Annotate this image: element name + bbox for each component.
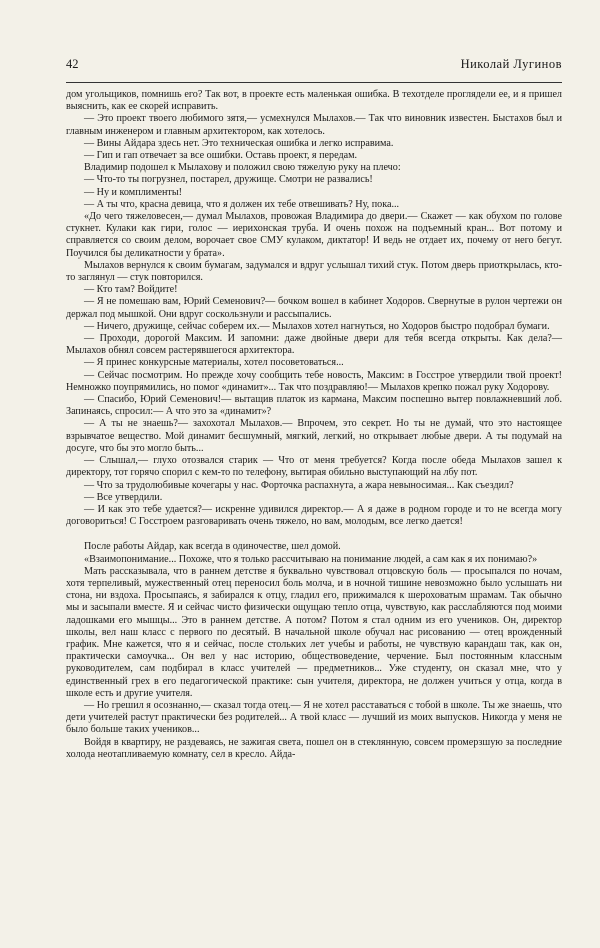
paragraph: — Я принес конкурсные материалы, хотел посоветоваться... [84, 357, 344, 369]
paragraph: — Ничего, дружище, сейчас соберем их.— Мылахов хотел нагнуться, но Ходоров быстро подобрал бумаги. [84, 320, 550, 332]
paragraph: — Кто там? Войдите! [84, 284, 178, 296]
paragraph: дом угольщиков, помнишь его? Так вот, в проекте есть маленькая ошибка. В техотделе проглядели ее, и я пришел выяснить, как ее скорей исправить. [66, 89, 562, 113]
paragraph: — Все утвердили. [84, 491, 163, 503]
paragraph: — Это проект твоего любимого зятя,— усмехнулся Мылахов.— Так что виновник известен. Быстахов был и главным инженером и главным архитектором, как хотелось. [66, 113, 562, 137]
paragraph: — Что-то ты погрузнел, постарел, дружище. Смотри не развались! [84, 174, 373, 186]
paragraph: — Проходи, дорогой Максим. И запомни: даже двойные двери для тебя всегда открыты. Как дела?— Мылахов обнял совсем растерявшегося архитектора. [66, 333, 562, 357]
section-aidar-walk [66, 541, 562, 761]
paragraph: Мать рассказывала, что в раннем детстве я буквально чувствовал отцовскую боль — просыпался по ночам, хотя терпеливый, мужественный отец переносил боль молча, и в ночной тишине невозможно было услышать ни стона, ни вздоха. Просыпаясь, я забирался к отцу, гладил его, прижимался к шероховатым шрамам. Так обычно мы и засыпали вместе. Я и сейчас чисто физически ощущаю тепло отца, чувствую, как расслабляются под моими ладошками его мышцы... Это в раннем детстве. А потом? Потом я стал одним из его учеников. Он, директор школы, вел наш класс с первого по десятый. В начальной школе обучал нас рисованию — отец врожденный график. Мне кажется, что я и сейчас, после стольких лет учебы и работы, не чувствую карандаш так, как он, практически самоучка... Он вел у нас историю, обществоведение, черчение. Был постоянным классным руководителем, сам подбирал в класс учителей — предметников... Уже студенту, он сказал мне, что у единственный грех в его педагогической практике: сын учителя, директора, не должен учиться у отца, когда в школе есть и другие учителя. [66, 565, 562, 699]
paragraph: После работы Айдар, как всегда в одиночестве, шел домой. [84, 541, 341, 553]
paragraph: — Ну и комплименты! [84, 186, 183, 198]
page-header [66, 47, 562, 69]
section-break [66, 528, 562, 541]
paragraph: «Взаимопонимание... Похоже, что я только рассчитываю на понимание людей, а сам как я их понимаю?» [84, 553, 538, 565]
paragraph: — Вины Айдара здесь нет. Это техническая ошибка и легко исправима. [84, 137, 394, 149]
paragraph: — И как это тебе удается?— искренне удивился директор.— А я даже в родном городе и то не всегда могу договориться! С Госстроем разговаривать очень тяжело, но вам, молодым, все легко дается! [66, 503, 562, 528]
paragraph: Войдя в квартиру, не раздеваясь, не зажигая света, пошел он в стеклянную, совсем промерзшую за последние холода неотапливаемую комнату, сел в кресло. Айда- [66, 736, 562, 760]
paragraph: — Слышал,— глухо отозвался старик — Что от меня требуется? Когда после обеда Мылахов зашел к директору, тот горячо спорил с кем-то по телефону, вытирая обильно выступающий на лбу пот. [66, 455, 562, 479]
paragraph: — Но грешил я осознанно,— сказал тогда отец.— Я не хотел расставаться с тобой в школе. Ты же знаешь, что дети учителей растут практически без родителей... А твой класс — лучший из моих выпусков. Никогда у меня не было больше таких учеников... [66, 699, 562, 736]
paragraph: — Я не помешаю вам, Юрий Семенович?— бочком вошел в кабинет Ходоров. Свернутые в рулон чертежи он держал под мышкой. Они вдруг соскользнули и рассыпались. [66, 296, 562, 320]
paragraph: — А ты не знаешь?— захохотал Мылахов.— Впрочем, это секрет. Но ты не думай, что это настоящее взрывчатое вещество. Мой динамит бесшумный, мягкий, легкий, но открывает любые двери. А ты подумай на досуге, что бы это могло быть... [66, 418, 562, 454]
paragraph: — Спасибо, Юрий Семенович!— вытащив платок из кармана, Максим поспешно вытер повлажневший лоб. Запинаясь, спросил:— А что это за «динамит»? [66, 394, 562, 418]
paragraph: Владимир подошел к Мылахову и положил свою тяжелую руку на плечо: [84, 162, 401, 174]
paragraph: — Что за трудолюбивые кочегары у нас. Форточка распахнута, а жара невыносимая... Как съездил? [84, 479, 514, 491]
paragraph: — Сейчас посмотрим. Но прежде хочу сообщить тебе новость, Максим: в Госстрое утвердили твой проект! Немножко поупрямились, но помог «динамит»... Так что поздравляю!— Мылахов крепко пожал руку Ходорову. [66, 369, 562, 393]
paragraph: Мылахов вернулся к своим бумагам, задумался и вдруг услышал тихий стук. Потом дверь приоткрылась, кто-то заглянул — стук повторился. [66, 259, 562, 284]
paragraph: — Гип и гап отвечает за все ошибки. Оставь проект, я передам. [84, 150, 358, 162]
paragraph: — А ты что, красна девица, что я должен их тебе отвешивать? Ну, пока... [84, 198, 400, 210]
body-text [66, 89, 562, 761]
section-office-scene [66, 89, 562, 528]
header-rule [66, 82, 562, 83]
running-head-author: Николай Лугинов [460, 57, 562, 71]
page-number: 42 [66, 57, 79, 71]
paragraph: «До чего тяжеловесен,— думал Мылахов, провожая Владимира до двери.— Скажет — как обухом по голове стукнет. Кулаки как гири, голос — иерихонская труба. И очень похож на подъемный кран... Вот потому и справляется со своим делом, ворочает свое СМУ кулаком, диктатор! И ведь не отдает их, почему от него бегут. Поучился бы деликатности у брата». [66, 211, 562, 259]
